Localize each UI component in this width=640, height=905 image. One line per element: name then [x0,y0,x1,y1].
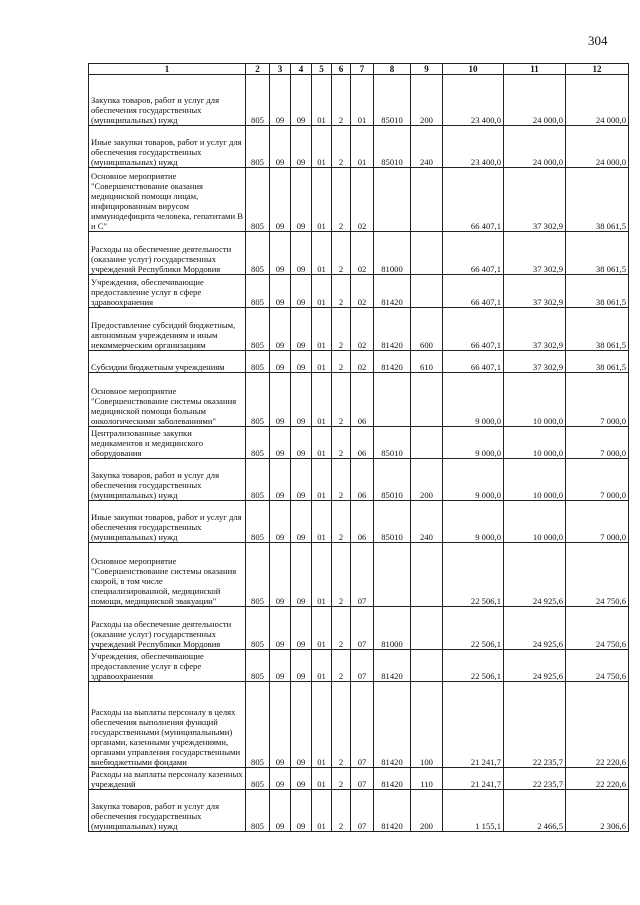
code-direction-cell: 81000 [374,607,411,650]
code-program-cell: 01 [312,459,332,501]
code-subprogram-cell: 2 [332,501,351,543]
amount-year-2-cell: 22 235,7 [504,768,566,790]
code-subsection-cell: 09 [291,126,312,168]
code-subprogram-cell: 2 [332,373,351,427]
code-expense-type-cell: 240 [411,501,443,543]
code-grbs-cell: 805 [246,308,270,351]
name-cell: Расходы на выплаты персоналу в целях обеспечения выполнения функций государственными (муниципальными) органами, казенными учреждениями, органами управления государственными внебюджетными фондами [89,682,246,768]
code-section-cell: 09 [270,126,291,168]
code-direction-cell: 85010 [374,427,411,459]
col-header: 1 [89,64,246,75]
code-section-cell: 09 [270,607,291,650]
amount-year-2-cell: 24 925,6 [504,607,566,650]
code-program-cell: 01 [312,232,332,275]
code-subsection-cell: 09 [291,790,312,832]
code-subprogram-cell: 2 [332,232,351,275]
code-program-cell: 01 [312,650,332,682]
code-section-cell: 09 [270,501,291,543]
amount-year-3-cell: 7 000,0 [566,459,629,501]
code-program-cell: 01 [312,275,332,308]
code-direction-cell: 85010 [374,75,411,126]
code-direction-cell [374,168,411,232]
code-program-cell: 01 [312,790,332,832]
code-program-cell: 01 [312,373,332,427]
amount-year-1-cell: 22 506,1 [443,607,504,650]
code-subsection-cell: 09 [291,682,312,768]
code-subprogram-cell: 2 [332,607,351,650]
code-subsection-cell: 09 [291,351,312,373]
code-direction-cell: 85010 [374,126,411,168]
code-subsection-cell: 09 [291,459,312,501]
code-event-cell: 06 [351,427,374,459]
amount-year-1-cell: 9 000,0 [443,459,504,501]
col-header: 6 [332,64,351,75]
code-expense-type-cell: 600 [411,308,443,351]
amount-year-3-cell: 2 306,6 [566,790,629,832]
code-expense-type-cell [411,373,443,427]
code-subprogram-cell: 2 [332,682,351,768]
code-direction-cell: 81420 [374,308,411,351]
code-grbs-cell: 805 [246,607,270,650]
name-cell: Предоставление субсидий бюджетным, автономным учреждениям и иным некоммерческим организациям [89,308,246,351]
amount-year-2-cell: 10 000,0 [504,373,566,427]
code-grbs-cell: 805 [246,232,270,275]
code-subprogram-cell: 2 [332,768,351,790]
table-row [89,682,629,768]
name-cell: Централизованные закупки медикаментов и медицинского оборудования [89,427,246,459]
code-expense-type-cell: 200 [411,459,443,501]
code-direction-cell: 81420 [374,351,411,373]
col-header: 12 [566,64,629,75]
code-section-cell: 09 [270,308,291,351]
amount-year-1-cell: 66 407,1 [443,232,504,275]
code-grbs-cell: 805 [246,275,270,308]
code-expense-type-cell [411,650,443,682]
amount-year-3-cell: 24 750,6 [566,543,629,607]
code-subprogram-cell: 2 [332,308,351,351]
amount-year-3-cell: 38 061,5 [566,232,629,275]
code-event-cell: 02 [351,168,374,232]
budget-table [88,63,629,832]
code-direction-cell: 85010 [374,501,411,543]
code-subsection-cell: 09 [291,308,312,351]
table-row [89,650,629,682]
col-header: 7 [351,64,374,75]
code-subprogram-cell: 2 [332,168,351,232]
code-grbs-cell: 805 [246,459,270,501]
amount-year-2-cell: 10 000,0 [504,427,566,459]
name-cell: Закупка товаров, работ и услуг для обеспечения государственных (муниципальных) нужд [89,75,246,126]
amount-year-3-cell: 38 061,5 [566,168,629,232]
code-grbs-cell: 805 [246,373,270,427]
name-cell: Учреждения, обеспечивающие предоставление услуг в сфере здравоохранения [89,275,246,308]
code-section-cell: 09 [270,351,291,373]
code-grbs-cell: 805 [246,682,270,768]
code-program-cell: 01 [312,682,332,768]
amount-year-1-cell: 21 241,7 [443,768,504,790]
amount-year-2-cell: 24 000,0 [504,126,566,168]
amount-year-1-cell: 23 400,0 [443,126,504,168]
amount-year-3-cell: 7 000,0 [566,373,629,427]
code-event-cell: 01 [351,75,374,126]
code-section-cell: 09 [270,373,291,427]
amount-year-1-cell: 23 400,0 [443,75,504,126]
code-program-cell: 01 [312,427,332,459]
code-subprogram-cell: 2 [332,650,351,682]
name-cell: Закупка товаров, работ и услуг для обеспечения государственных (муниципальных) нужд [89,790,246,832]
name-cell: Учреждения, обеспечивающие предоставление услуг в сфере здравоохранения [89,650,246,682]
name-cell: Расходы на выплаты персоналу казенных учреждений [89,768,246,790]
code-grbs-cell: 805 [246,501,270,543]
amount-year-3-cell: 38 061,5 [566,351,629,373]
col-header: 4 [291,64,312,75]
code-section-cell: 09 [270,275,291,308]
code-section-cell: 09 [270,168,291,232]
amount-year-2-cell: 24 000,0 [504,75,566,126]
code-direction-cell: 81000 [374,232,411,275]
code-grbs-cell: 805 [246,427,270,459]
code-event-cell: 07 [351,682,374,768]
table-row [89,373,629,427]
code-direction-cell [374,543,411,607]
amount-year-1-cell: 22 506,1 [443,650,504,682]
code-program-cell: 01 [312,543,332,607]
name-cell: Иные закупки товаров, работ и услуг для обеспечения государственных (муниципальных) нужд [89,126,246,168]
amount-year-2-cell: 24 925,6 [504,543,566,607]
code-event-cell: 06 [351,459,374,501]
code-event-cell: 07 [351,543,374,607]
code-event-cell: 02 [351,351,374,373]
code-expense-type-cell [411,168,443,232]
amount-year-1-cell: 66 407,1 [443,351,504,373]
amount-year-1-cell: 22 506,1 [443,543,504,607]
amount-year-1-cell: 9 000,0 [443,501,504,543]
code-subsection-cell: 09 [291,543,312,607]
page-number: 304 [588,33,608,48]
table-row [89,501,629,543]
amount-year-1-cell: 1 155,1 [443,790,504,832]
name-cell: Основное мероприятие "Совершенствование оказания медицинской помощи лицам, инфицированным вирусом иммунодефицита человека, гепатитами В и С" [89,168,246,232]
name-cell: Основное мероприятие "Совершенствование системы оказания скорой, в том числе специализированной, медицинской помощи, медицинской эвакуации" [89,543,246,607]
amount-year-3-cell: 24 750,6 [566,650,629,682]
amount-year-3-cell: 7 000,0 [566,427,629,459]
code-subprogram-cell: 2 [332,275,351,308]
code-program-cell: 01 [312,607,332,650]
code-program-cell: 01 [312,168,332,232]
table-row [89,308,629,351]
code-section-cell: 09 [270,427,291,459]
code-program-cell: 01 [312,501,332,543]
code-subprogram-cell: 2 [332,790,351,832]
code-expense-type-cell [411,543,443,607]
amount-year-1-cell: 66 407,1 [443,275,504,308]
amount-year-1-cell: 66 407,1 [443,308,504,351]
code-event-cell: 07 [351,790,374,832]
code-event-cell: 06 [351,373,374,427]
code-program-cell: 01 [312,351,332,373]
code-subprogram-cell: 2 [332,75,351,126]
table-row [89,790,629,832]
code-section-cell: 09 [270,790,291,832]
code-event-cell: 07 [351,650,374,682]
table-row [89,75,629,126]
code-expense-type-cell [411,427,443,459]
code-expense-type-cell: 200 [411,75,443,126]
code-subprogram-cell: 2 [332,459,351,501]
table-header-row [89,64,629,75]
name-cell: Субсидии бюджетным учреждениям [89,351,246,373]
code-subsection-cell: 09 [291,501,312,543]
amount-year-2-cell: 37 302,9 [504,275,566,308]
code-expense-type-cell: 240 [411,126,443,168]
col-header: 9 [411,64,443,75]
code-subprogram-cell: 2 [332,351,351,373]
amount-year-1-cell: 9 000,0 [443,373,504,427]
code-expense-type-cell [411,275,443,308]
amount-year-2-cell: 2 466,5 [504,790,566,832]
col-header: 2 [246,64,270,75]
amount-year-2-cell: 24 925,6 [504,650,566,682]
col-header: 5 [312,64,332,75]
table-row [89,459,629,501]
table-row [89,351,629,373]
code-direction-cell: 81420 [374,650,411,682]
amount-year-3-cell: 38 061,5 [566,308,629,351]
table-row [89,232,629,275]
amount-year-3-cell: 38 061,5 [566,275,629,308]
code-section-cell: 09 [270,682,291,768]
table-row [89,168,629,232]
amount-year-2-cell: 37 302,9 [504,308,566,351]
code-event-cell: 02 [351,275,374,308]
code-subsection-cell: 09 [291,232,312,275]
code-program-cell: 01 [312,768,332,790]
code-expense-type-cell: 100 [411,682,443,768]
amount-year-3-cell: 7 000,0 [566,501,629,543]
amount-year-2-cell: 10 000,0 [504,501,566,543]
table-row [89,607,629,650]
code-grbs-cell: 805 [246,75,270,126]
code-expense-type-cell: 200 [411,790,443,832]
col-header: 11 [504,64,566,75]
name-cell: Иные закупки товаров, работ и услуг для обеспечения государственных (муниципальных) нужд [89,501,246,543]
code-program-cell: 01 [312,126,332,168]
name-cell: Закупка товаров, работ и услуг для обеспечения государственных (муниципальных) нужд [89,459,246,501]
code-subprogram-cell: 2 [332,427,351,459]
code-direction-cell: 81420 [374,682,411,768]
amount-year-1-cell: 66 407,1 [443,168,504,232]
name-cell: Основное мероприятие "Совершенствование системы оказания медицинской помощи больным онкологическими заболеваниями" [89,373,246,427]
code-direction-cell [374,373,411,427]
code-section-cell: 09 [270,768,291,790]
code-expense-type-cell: 610 [411,351,443,373]
code-program-cell: 01 [312,308,332,351]
amount-year-3-cell: 22 220,6 [566,682,629,768]
code-grbs-cell: 805 [246,168,270,232]
code-subprogram-cell: 2 [332,126,351,168]
amount-year-3-cell: 22 220,6 [566,768,629,790]
code-direction-cell: 85010 [374,459,411,501]
code-event-cell: 07 [351,768,374,790]
code-subsection-cell: 09 [291,650,312,682]
code-subsection-cell: 09 [291,75,312,126]
amount-year-3-cell: 24 000,0 [566,126,629,168]
table-row [89,768,629,790]
table-row [89,126,629,168]
code-expense-type-cell [411,607,443,650]
code-event-cell: 06 [351,501,374,543]
code-subsection-cell: 09 [291,373,312,427]
name-cell: Расходы на обеспечение деятельности (оказание услуг) государственных учреждений Республики Мордовия [89,232,246,275]
table-row [89,275,629,308]
col-header: 3 [270,64,291,75]
code-grbs-cell: 805 [246,790,270,832]
code-event-cell: 07 [351,607,374,650]
code-grbs-cell: 805 [246,126,270,168]
code-direction-cell: 81420 [374,275,411,308]
code-subsection-cell: 09 [291,168,312,232]
code-expense-type-cell: 110 [411,768,443,790]
amount-year-2-cell: 10 000,0 [504,459,566,501]
code-expense-type-cell [411,232,443,275]
code-direction-cell: 81420 [374,768,411,790]
code-section-cell: 09 [270,75,291,126]
amount-year-3-cell: 24 000,0 [566,75,629,126]
amount-year-2-cell: 37 302,9 [504,351,566,373]
code-program-cell: 01 [312,75,332,126]
col-header: 10 [443,64,504,75]
code-subsection-cell: 09 [291,768,312,790]
name-cell: Расходы на обеспечение деятельности (оказание услуг) государственных учреждений Республики Мордовия [89,607,246,650]
amount-year-2-cell: 22 235,7 [504,682,566,768]
code-section-cell: 09 [270,459,291,501]
amount-year-3-cell: 24 750,6 [566,607,629,650]
code-grbs-cell: 805 [246,650,270,682]
amount-year-2-cell: 37 302,9 [504,232,566,275]
code-event-cell: 02 [351,308,374,351]
code-section-cell: 09 [270,650,291,682]
code-subsection-cell: 09 [291,275,312,308]
table-row [89,427,629,459]
code-section-cell: 09 [270,232,291,275]
col-header: 8 [374,64,411,75]
table-row [89,543,629,607]
code-subsection-cell: 09 [291,607,312,650]
code-grbs-cell: 805 [246,543,270,607]
code-subsection-cell: 09 [291,427,312,459]
amount-year-2-cell: 37 302,9 [504,168,566,232]
code-grbs-cell: 805 [246,768,270,790]
code-subprogram-cell: 2 [332,543,351,607]
code-grbs-cell: 805 [246,351,270,373]
amount-year-1-cell: 9 000,0 [443,427,504,459]
code-event-cell: 02 [351,232,374,275]
amount-year-1-cell: 21 241,7 [443,682,504,768]
code-section-cell: 09 [270,543,291,607]
code-direction-cell: 81420 [374,790,411,832]
code-event-cell: 01 [351,126,374,168]
